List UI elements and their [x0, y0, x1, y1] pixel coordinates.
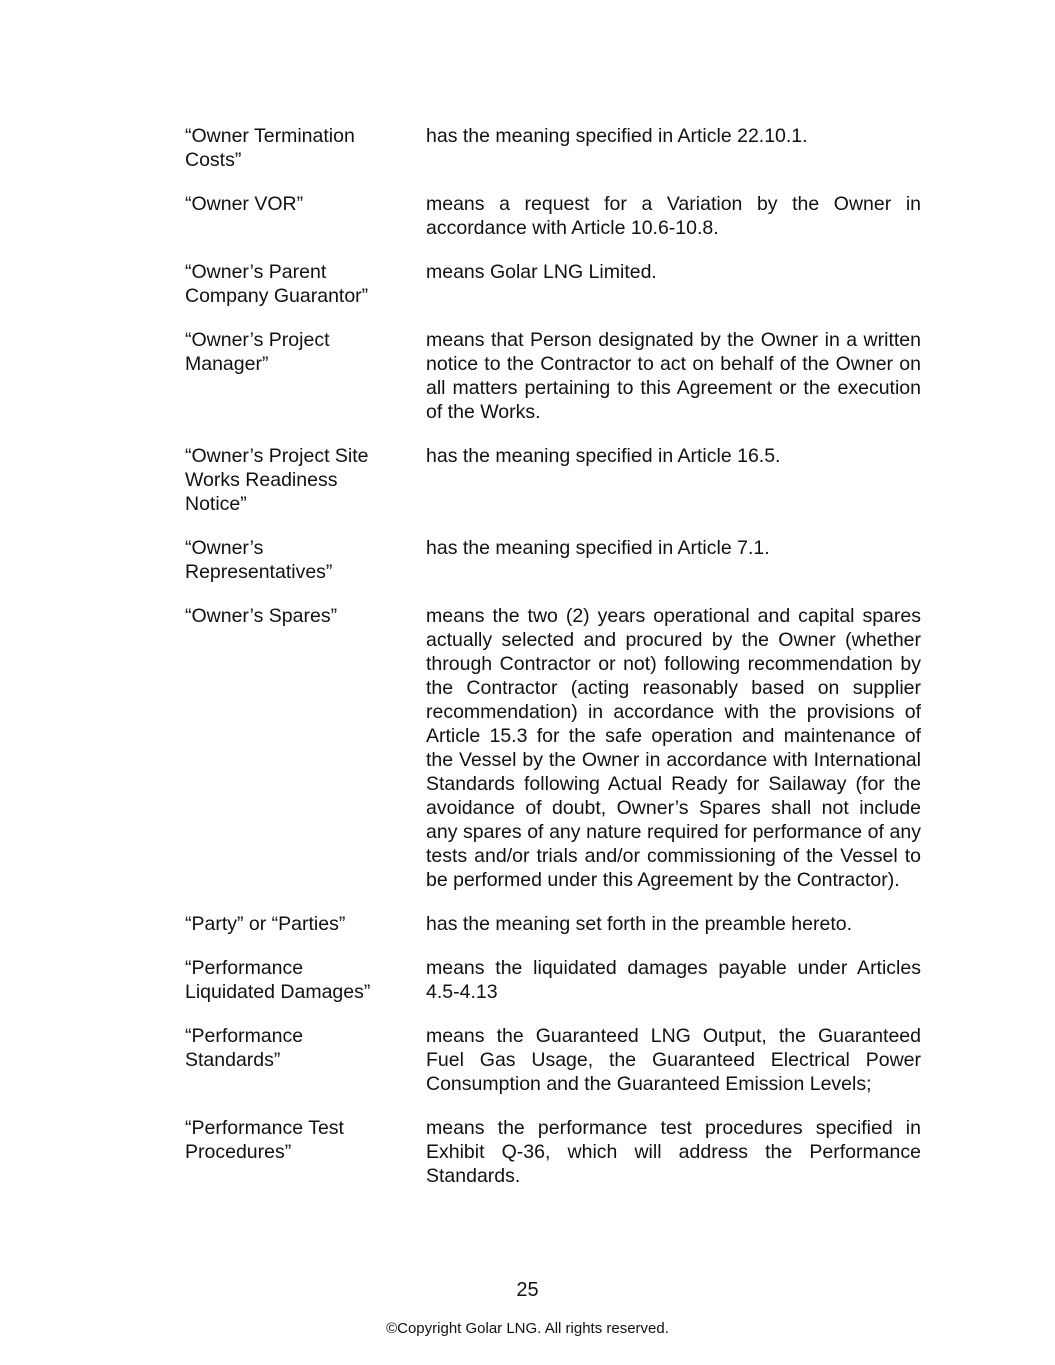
definition-row — [185, 124, 921, 172]
definition-term: “Performance Liquidated Damages” — [185, 957, 371, 1003]
definition-term: “Owner VOR” — [185, 193, 304, 215]
definition-term: “Owner’s Project Manager” — [185, 329, 330, 375]
definition-term: “Party” or “Parties” — [185, 913, 346, 935]
definition-term: “Owner’s Parent Company Guarantor” — [185, 261, 369, 307]
definition-row — [185, 260, 921, 308]
definition-text: means a request for a Variation by the Owner in accordance with Article 10.6-10.8. — [426, 193, 921, 239]
definitions-list — [185, 124, 921, 1208]
definition-row — [185, 536, 921, 584]
definition-row — [185, 444, 921, 516]
definition-text: has the meaning set forth in the preamble hereto. — [426, 913, 853, 935]
definition-text: has the meaning specified in Article 7.1. — [426, 537, 770, 559]
definition-row — [185, 1116, 921, 1188]
definition-term: “Performance Standards” — [185, 1025, 304, 1071]
definition-row — [185, 1024, 921, 1096]
definition-term: “Owner Termination Costs” — [185, 125, 355, 171]
definition-text: means the liquidated damages payable under Articles 4.5-4.13 — [426, 957, 921, 1003]
definition-row — [185, 912, 921, 936]
copyright-notice: ©Copyright Golar LNG. All rights reserved. — [386, 1320, 669, 1337]
definition-term: “Owner’s Spares” — [185, 605, 338, 627]
definition-text: means the performance test procedures specified in Exhibit Q-36, which will address the Performance Standards. — [426, 1117, 921, 1187]
definition-text: means the two (2) years operational and capital spares actually selected and procured by the Owner (whether through Contractor or not) following recommendation by the Contractor (acting reasonably based on supplier recommendation) in accordance with the provisions of Article 15.3 for the safe operation and maintenance of the Vessel by the Owner in accordance with International Standards following Actual Ready for Sailaway (for the avoidance of doubt, Owner’s Spares shall not include any spares of any nature required for performance of any tests and/or trials and/or commissioning of the Vessel to be performed under this Agreement by the Contractor). — [426, 605, 921, 891]
definition-term: “Owner’s Representatives” — [185, 537, 333, 583]
definition-term: “Performance Test Procedures” — [185, 1117, 344, 1163]
definition-text: means the Guaranteed LNG Output, the Guaranteed Fuel Gas Usage, the Guaranteed Electrical Power Consumption and the Guaranteed Emission Levels; — [426, 1025, 921, 1095]
definition-text: has the meaning specified in Article 16.5. — [426, 445, 781, 467]
definition-row — [185, 604, 921, 892]
definition-row — [185, 192, 921, 240]
definition-term: “Owner’s Project Site Works Readiness Notice” — [185, 445, 369, 515]
definition-text: has the meaning specified in Article 22.10.1. — [426, 125, 808, 147]
definition-row — [185, 956, 921, 1004]
page-number: 25 — [516, 1279, 539, 1301]
definition-row — [185, 328, 921, 424]
definition-text: means Golar LNG Limited. — [426, 261, 657, 283]
definition-text: means that Person designated by the Owner in a written notice to the Contractor to act on behalf of the Owner on all matters pertaining to this Agreement or the execution of the Works. — [426, 329, 921, 423]
